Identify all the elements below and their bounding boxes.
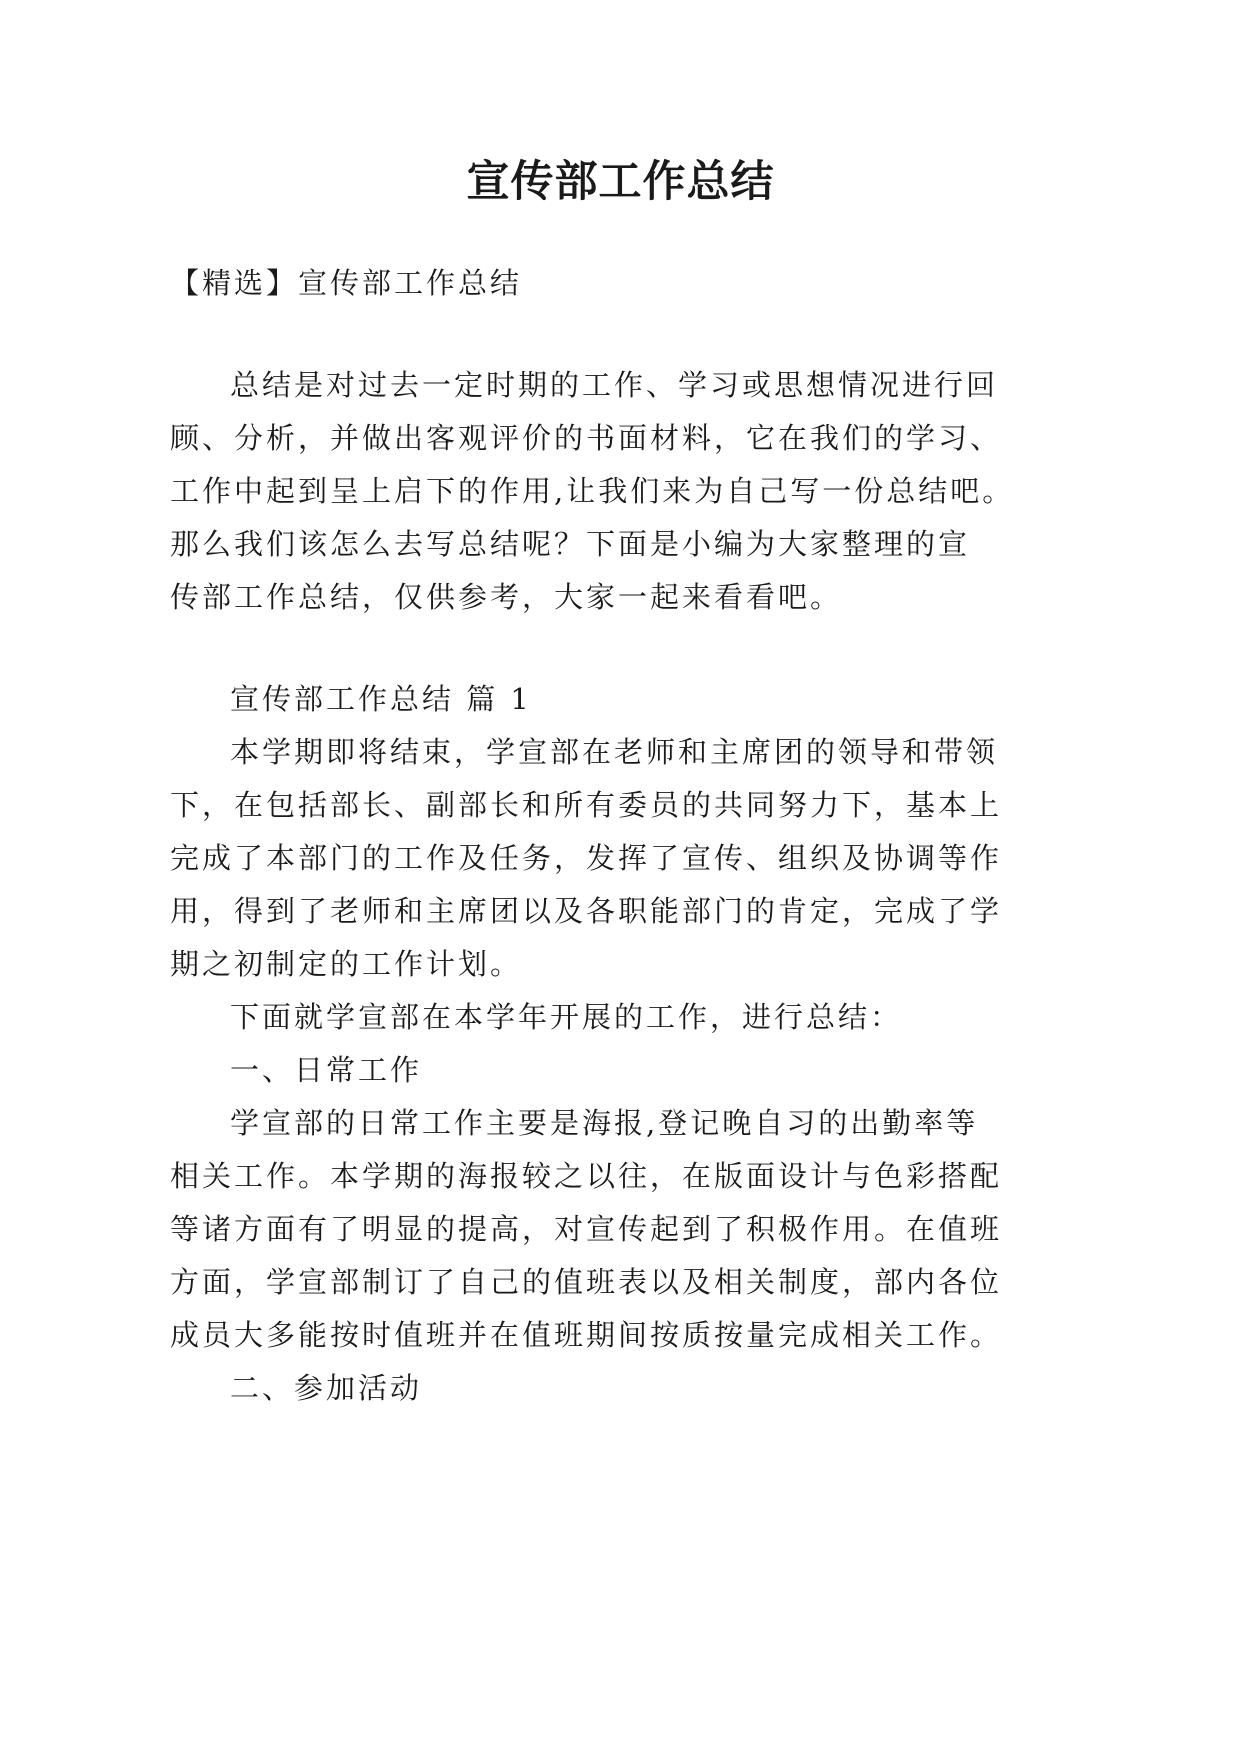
section-heading: 宣传部工作总结 篇 1 (230, 682, 532, 716)
body-line-3: 完成了本部门的工作及任务，发挥了宣传、组织及协调等作 (170, 841, 1003, 875)
body-line-11: 方面，学宣部制订了自己的值班表以及相关制度，部内各位 (170, 1265, 1003, 1299)
document-subtitle: 【精选】宣传部工作总结 (170, 266, 523, 300)
intro-line-4: 那么我们该怎么去写总结呢？下面是小编为大家整理的宣 (170, 527, 971, 561)
body-line-5: 期之初制定的工作计划。 (170, 947, 523, 981)
intro-line-3: 工作中起到呈上启下的作用,让我们来为自己写一份总结吧。 (170, 474, 1015, 508)
body-line-8: 学宣部的日常工作主要是海报,登记晚自习的出勤率等 (230, 1106, 979, 1140)
body-line-2: 下，在包括部长、副部长和所有委员的共同努力下，基本上 (170, 788, 1003, 822)
body-line-1: 本学期即将结束，学宣部在老师和主席团的领导和带领 (230, 735, 999, 769)
body-line-12: 成员大多能按时值班并在值班期间按质按量完成相关工作。 (170, 1318, 1003, 1352)
body-line-4: 用，得到了老师和主席团以及各职能部门的肯定，完成了学 (170, 894, 1003, 928)
section-heading-daily-work: 一、日常工作 (230, 1053, 423, 1087)
intro-line-1: 总结是对过去一定时期的工作、学习或思想情况进行回 (230, 368, 999, 402)
intro-line-5: 传部工作总结，仅供参考，大家一起来看看吧。 (170, 580, 843, 614)
intro-line-2: 顾、分析，并做出客观评价的书面材料，它在我们的学习、 (170, 421, 1003, 455)
body-line-10: 等诸方面有了明显的提高，对宣传起到了积极作用。在值班 (170, 1212, 1003, 1246)
section-heading-activities: 二、参加活动 (230, 1371, 423, 1405)
body-line-6: 下面就学宣部在本学年开展的工作，进行总结： (230, 1000, 903, 1034)
document-title: 宣传部工作总结 (466, 157, 775, 207)
body-line-9: 相关工作。本学期的海报较之以往，在版面设计与色彩搭配 (170, 1159, 1003, 1193)
